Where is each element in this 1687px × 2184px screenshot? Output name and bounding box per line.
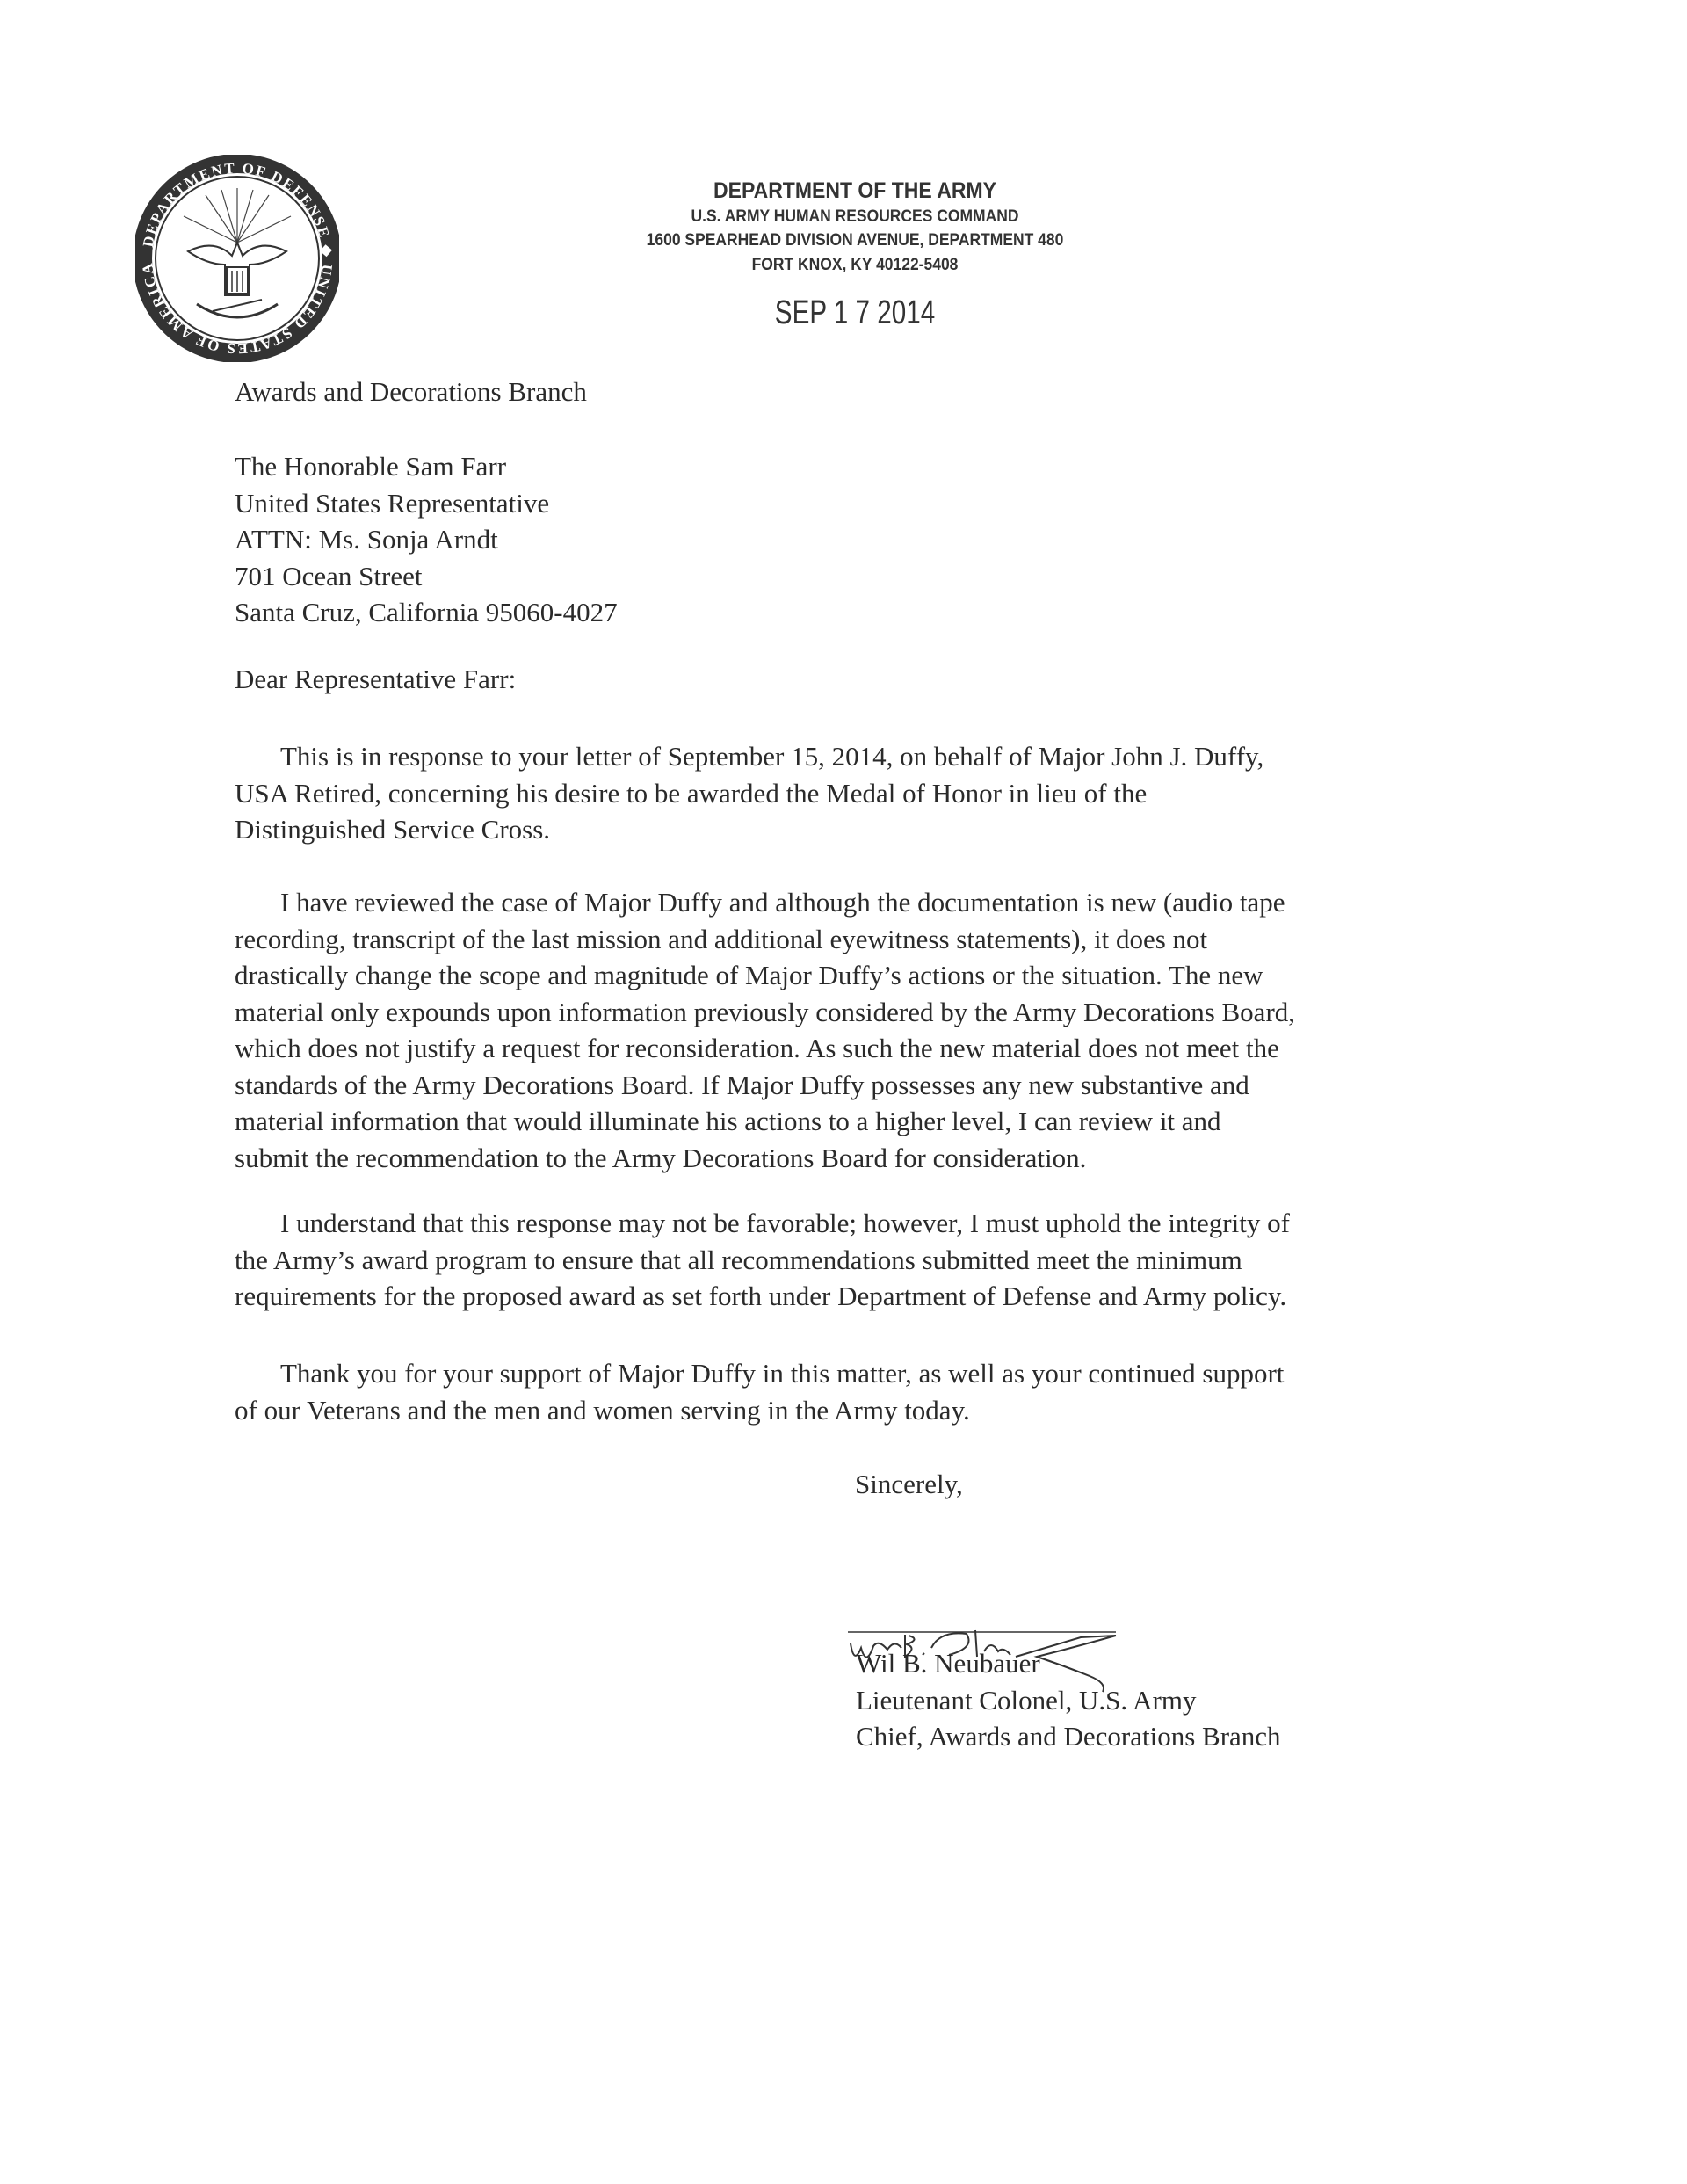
closing: Sincerely,: [855, 1469, 963, 1499]
recipient-line: Santa Cruz, California 95060-4027: [235, 597, 618, 628]
salutation: Dear Representative Farr:: [235, 664, 517, 694]
body-line: This is in response to your letter of September 15, 2014, on behalf of Major John J. Duffy,: [280, 741, 1264, 772]
body-line: Thank you for your support of Major Duffy in this matter, as well as your continued support: [280, 1358, 1285, 1389]
letterhead-command: U.S. ARMY HUMAN RESOURCES COMMAND: [691, 207, 1019, 226]
paragraph-4: [235, 1355, 1284, 1428]
body-line: USA Retired, concerning his desire to be awarded the Medal of Honor in lieu of the: [235, 777, 1148, 809]
body-line: submit the recommendation to the Army Decorations Board for consideration.: [235, 1142, 1087, 1173]
body-line: standards of the Army Decorations Board. If Major Duffy possesses any new substantive and: [235, 1069, 1249, 1100]
signature-block: [856, 1645, 1281, 1755]
body-line: material only expounds upon information previously considered by the Army Decorations Board,: [235, 996, 1296, 1027]
body-line: I have reviewed the case of Major Duffy and although the documentation is new (audio tape: [280, 887, 1285, 918]
office-line: Awards and Decorations Branch: [235, 376, 587, 407]
recipient-address: [235, 448, 618, 631]
letterhead-street: 1600 SPEARHEAD DIVISION AVENUE, DEPARTMENT 480: [646, 231, 1064, 250]
body-line: recording, transcript of the last mission and additional eyewitness statements), it does not: [235, 923, 1208, 954]
date-stamp: SEP 1 7 2014: [774, 294, 936, 331]
body-line: which does not justify a request for reconsideration. As such the new material does not meet the: [235, 1033, 1279, 1063]
paragraph-2: [235, 884, 1295, 1176]
body-line: the Army’s award program to ensure that all recommendations submitted meet the minimum: [235, 1244, 1242, 1275]
body-line: of our Veterans and the men and women serving in the Army today.: [235, 1394, 970, 1426]
body-line: I understand that this response may not be favorable; however, I must uphold the integrity of: [280, 1208, 1290, 1238]
recipient-line: 701 Ocean Street: [235, 560, 423, 591]
body-line: material information that would illuminate his actions to a higher level, I can review it and: [235, 1106, 1221, 1136]
paragraph-1: [235, 738, 1263, 848]
recipient-line: The Honorable Sam Farr: [235, 451, 507, 482]
letterhead-org: DEPARTMENT OF THE ARMY: [713, 178, 996, 203]
recipient-line: ATTN: Ms. Sonja Arndt: [235, 524, 498, 555]
paragraph-3: [235, 1205, 1290, 1315]
recipient-line: United States Representative: [235, 487, 550, 519]
signer-rank: Lieutenant Colonel, U.S. Army: [856, 1684, 1197, 1716]
body-line: requirements for the proposed award as set forth under Department of Defense and Army policy.: [235, 1281, 1287, 1311]
letterhead-city: FORT KNOX, KY 40122-5408: [751, 256, 959, 274]
svg-text:DEPARTMENT OF DEFENSE ◆ UNITED: DEPARTMENT OF DEFENSE ◆ UNITED STATES OF AMERICA: [138, 159, 337, 358]
signer-title: Chief, Awards and Decorations Branch: [856, 1721, 1281, 1752]
signer-name: Wil B. Neubauer: [856, 1648, 1040, 1679]
body-line: Distinguished Service Cross.: [235, 814, 551, 845]
body-line: drastically change the scope and magnitude of Major Duffy’s actions or the situation. The new: [235, 960, 1263, 990]
